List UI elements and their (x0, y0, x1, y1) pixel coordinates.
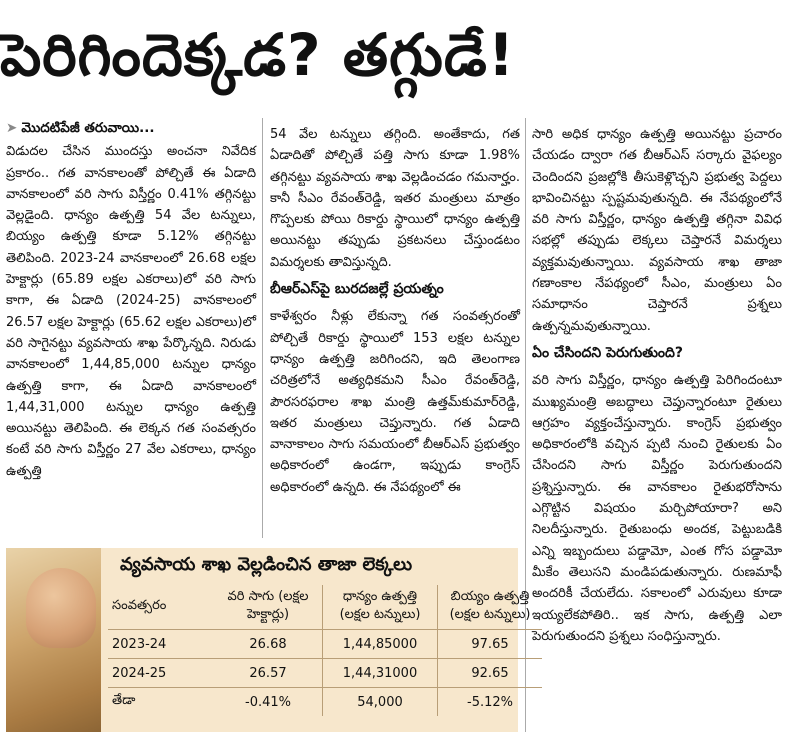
table-row (108, 659, 542, 688)
grain-photo (6, 548, 101, 732)
table-cell: తేడా (108, 688, 214, 717)
chevron-right-icon: ➤ (6, 120, 18, 136)
table-cell: 97.65 (438, 630, 543, 659)
table-cell: 26.57 (214, 659, 323, 688)
table-cell: -0.41% (214, 688, 323, 717)
kicker: మొదటిపేజీ తరువాయి... (21, 120, 155, 136)
paragraph: విడుదల చేసిన ముందస్తు అంచనా నివేదిక ప్రకారం.. గత వానకాలంతో పోల్చితే ఈ ఏడాది వానకాలంలో వరి సాగు విస్తీర్ణం 0.41% తగ్గినట్టు వెల్లడైంది. ధాన్యం ఉత్పత్తి 54 వేల టన్నులు, బియ్యం ఉత్పత్తి కూడా 5.12% తగ్గినట్టు తెలిపింది. 2023-24 వానకాలంలో 26.68 లక్షల హెక్టార్లు (65.89 లక్షల ఎకరాలు)లో వరి సాగు కాగా, ఈ ఏడాది (2024-25) వానకాలంలో 26.57 లక్షల హెక్టార్లు (65.62 లక్షల ఎకరాలు)లో వరి సాగైనట్టు వ్యవసాయ శాఖ పేర్కొన్నది. నిరుడు వానకాలంలో 1,44,85,000 టన్నుల ధాన్యం ఉత్పత్తి కాగా, ఈ ఏడాది వానకాలంలో 1,44,31,000 టన్నుల ధాన్యం ఉత్పత్తి అయినట్టు తెలిపింది. ఈ లెక్కన గత సంవత్సరం కంటే వరి సాగు విస్తీర్ణం 27 వేల ఎకరాలు, ధాన్యం ఉత్పత్తి (6, 144, 256, 479)
subheading: ఏం చేసిందని పెరుగుతుంది? (532, 344, 684, 361)
table-row (108, 688, 542, 717)
header-cell: ధాన్యం ఉత్పత్తి (లక్షల టన్నులు) (323, 585, 438, 630)
paragraph: 54 వేల టన్నులు తగ్గింది. అంతేకాదు, గత ఏడాదితో పోల్చితే పత్తి సాగు కూడా 1.98% తగ్గినట్టు వ్యవసాయ శాఖ వెల్లడించడం గమనార్హం. కానీ సీఎం రేవంత్‌రెడ్డి, ఇతర మంత్రులు మాత్రం గొప్పలకు పోయి రికార్డు స్థాయిలో ధాన్యం ఉత్పత్తి అయినట్టు తప్పుడు ప్రకటనలు చేస్తుండటం విమర్శలకు తావిస్తున్నది. (270, 127, 520, 270)
table-cell: 2023-24 (108, 630, 214, 659)
hand-holding-grain-image (26, 568, 96, 648)
table-row (108, 630, 542, 659)
paragraph: కాళేశ్వరం నీళ్లు లేకున్నా గత సంవత్సరంతో పోల్చితే రికార్డు స్థాయిలో 153 లక్షల టన్నుల ధాన్యం ఉత్పత్తి జరిగిందని, ఇది తెలంగాణ చరిత్రలోనే అత్యధికమని సీఎం రేవంత్‌రెడ్డి, పౌరసరఫరాల శాఖ మంత్రి ఉత్తమ్‌కుమార్‌రెడ్డి, ఇతర మంత్రులు చెప్తున్నారు. గత ఏడాది వానాకాలం సాగు సమయంలో బీఆర్‌ఎస్ ప్రభుత్వం అధికారంలో ఉండగా, ఇప్పుడు కాంగ్రెస్ అధికారంలో ఉన్నది. ఈ నేపథ్యంలో ఈ (270, 309, 520, 495)
article-column-1 (6, 118, 256, 482)
table-cell: 2024-25 (108, 659, 214, 688)
table-title: వ్యవసాయ శాఖ వెల్లడించిన తాజా లెక్కలు (120, 554, 413, 575)
header-cell: వరి సాగు (లక్షల హెక్టార్లు) (227, 589, 309, 622)
subheading: బీఆర్‌ఎస్‌పై బురదజల్లే ప్రయత్నం (270, 281, 444, 298)
table-header-row (108, 585, 542, 630)
table-cell: -5.12% (438, 688, 543, 717)
table-cell: 1,44,85000 (323, 630, 438, 659)
table-cell: 54,000 (323, 688, 438, 717)
header-cell: సంవత్సరం (112, 598, 167, 613)
stats-table (108, 585, 542, 716)
table-cell: 1,44,31000 (323, 659, 438, 688)
paragraph: సారి అధిక ధాన్యం ఉత్పత్తి అయినట్టు ప్రచారం చేయడం ద్వారా గత బీఆర్‌ఎస్ సర్కారు వైఫల్యం చెందిందని ప్రజల్లోకి తీసుకెళ్లొచ్చని ప్రభుత్వ పెద్దలు భావించినట్టు స్పష్టమవుతున్నది. ఈ నేపథ్యంలోనే వరి సాగు విస్తీర్ణం, ధాన్యం ఉత్పత్తి తగ్గినా వివిధ సభల్లో తప్పుడు లెక్కలు చెప్తారనే విమర్శలు వ్యక్తమవుతున్నాయి. వ్యవసాయ శాఖ తాజా గణాంకాల నేపథ్యంలో సీఎం, మంత్రులు ఏం సమాధానం చెప్తారనే ప్రశ్నలు ఉత్పన్నమవుతున్నాయి. (532, 127, 782, 334)
headline: పెరిగిందెక్కడ? తగ్గుడే! (0, 21, 516, 89)
table-cell: 26.68 (214, 630, 323, 659)
article-column-3 (532, 124, 782, 647)
article-column-2 (270, 124, 520, 498)
paragraph: వరి సాగు విస్తీర్ణం, ధాన్యం ఉత్పత్తి పెరిగిందంటూ ముఖ్యమంత్రి అబద్ధాలు చెప్తున్నారంటూ రైతులు ఆగ్రహం వ్యక్తంచేస్తున్నారు. కాంగ్రెస్ ప్రభుత్వం అధికారంలోకి వచ్చిన ప్పటి నుంచి రైతులకు ఏం చేసిందని సాగు విస్తీర్ణం పెరుగుతుందని ప్రశ్నిస్తున్నారు. ఈ వానకాలం రైతుభరోసాను ఎగ్గొట్టిన విషయం మర్చిపోయారా? అని నిలదీస్తున్నారు. రైతుబంధు అందక, పెట్టుబడికి ఎన్ని ఇబ్బందులు పడ్డామో, ఎంత గోస పడ్డామో మీకేం తెలుసని మండిపడుతున్నారు. రుణమాఫీ అందరికీ చేయలేదు. సకాలంలో ఎరువులు కూడా ఇయ్యలేకపోతిరి.. ఇక సాగు, ఉత్పత్తి ఎలా పెరుగుతుందని ప్రశ్నలు సంధిస్తున్నారు. (532, 373, 782, 644)
header-cell: బియ్యం ఉత్పత్తి (లక్షల టన్నులు) (438, 585, 543, 630)
table-cell: 92.65 (438, 659, 543, 688)
column-divider (262, 118, 263, 538)
